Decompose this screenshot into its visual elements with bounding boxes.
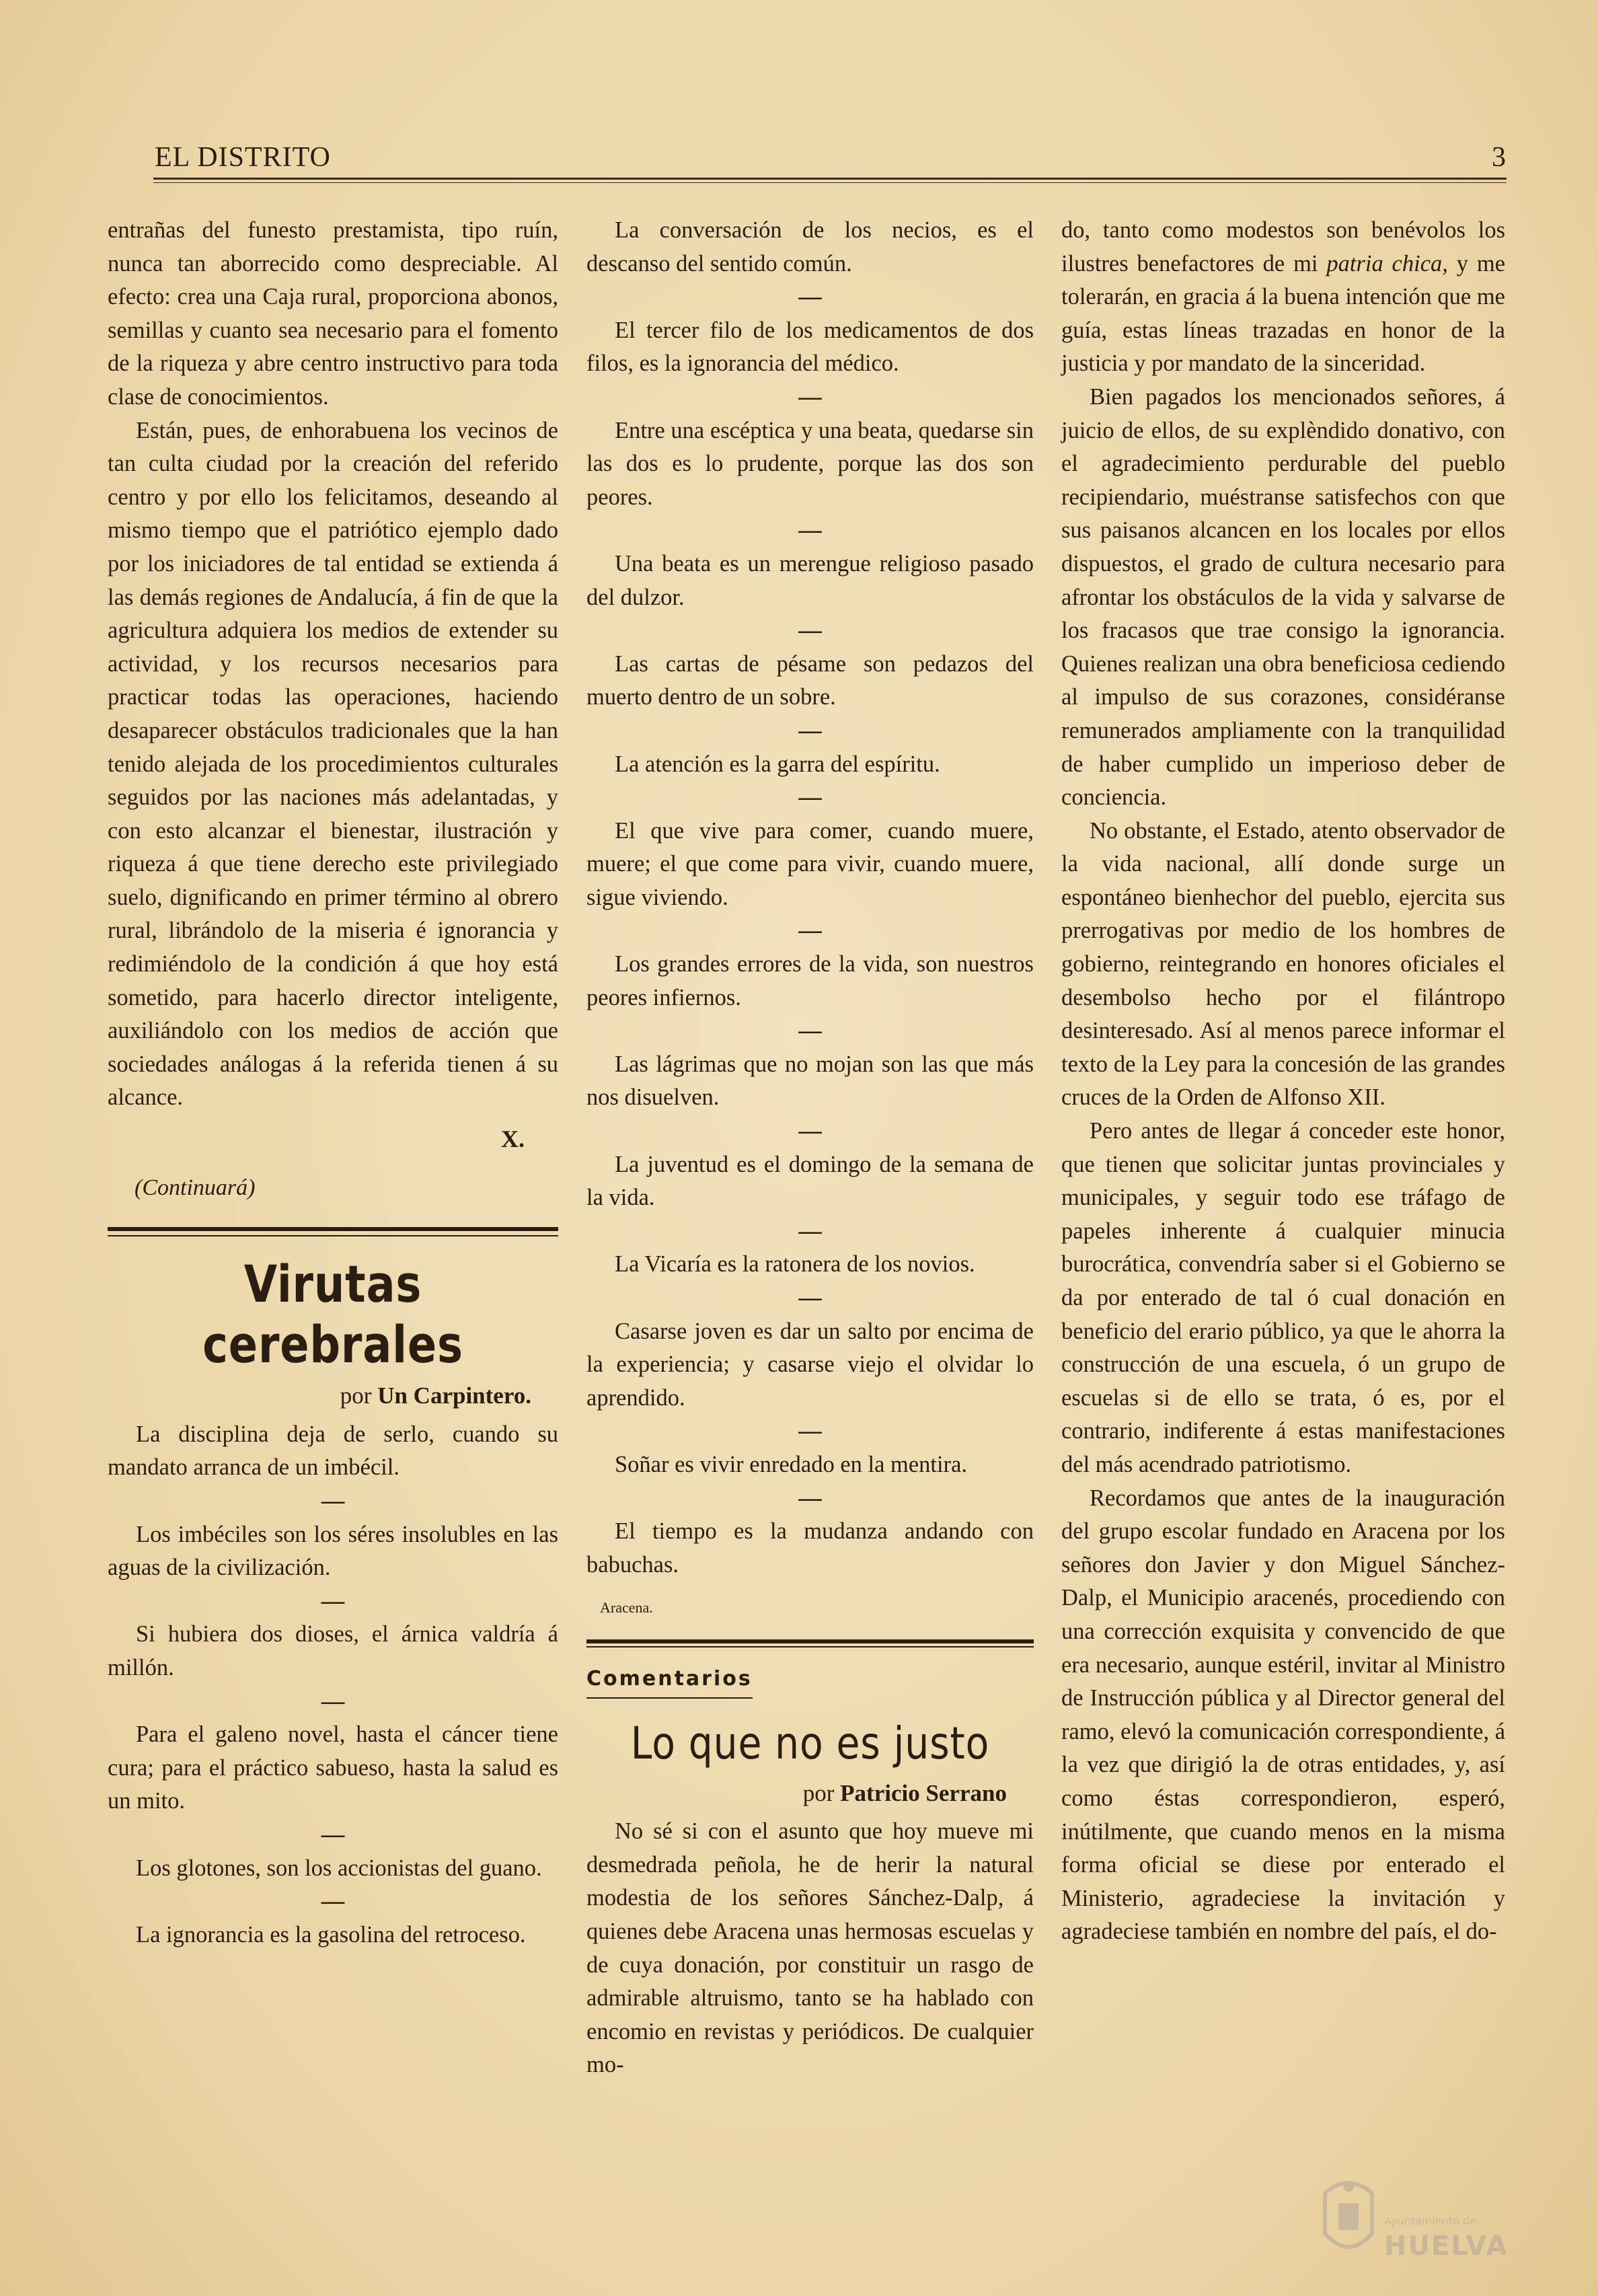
aphorism: El que vive para comer, cuando muere, muere; el que come para vivir, cuando muere, sigue viviendo. [586,817,1034,910]
separator-dash: — [798,517,822,544]
place-name: Aracena. [600,1599,653,1617]
byline-prefix: por [802,1779,835,1806]
aphorism: La Vicaría es la ratonera de los novios. [615,1251,975,1277]
italic-phrase: patria chica, [1326,250,1448,276]
separator-dash: — [798,1018,822,1044]
aphorism: Si hubiera dos dioses, el árnica valdría á millón. [108,1621,558,1680]
byline-author: Patricio Serrano [840,1779,1007,1806]
byline [108,1379,531,1413]
page-header [155,141,1507,176]
aphorism: Los imbéciles son los séres insolubles en las aguas de la civilización. [108,1521,558,1581]
separator-dash: — [321,1488,345,1514]
separator-dash: — [798,618,822,644]
separator-dash: — [798,1218,822,1244]
separator-dash: — [321,1821,345,1847]
aphorism: Una beata es un merengue religioso pasado del dulzor. [586,550,1034,610]
byline [586,1777,1007,1810]
paragraph: Pero antes de llegar á conceder este honor, que tienen que solicitar juntas provinciales y municipales, y seguir todo ese tráfago de papeles inherente á cualquier minucia burocrática, convendría saber si el Gobierno se da por enterado de tal ó cual donación en beneficio del erario público, ya que le ahorra la construcción de una escuela, ó un grupo de escuelas si de ello se trata, ó es, por el contrario, indiferente á estas manifestaciones del más acendrado patriotismo. [1061,1118,1505,1477]
separator-dash: — [798,1285,822,1310]
paragraph: Bien pagados los mencionados señores, á juicio de ellos, de su explèndido donativo, con el agradecimiento perdurable del pueblo recipiendario, muéstranse satisfechos con que sus paisanos alcancen en los locales por ellos dispuestos, el grado de cultura necesario para afrontar los obstáculos de la vida y salvarse de los fracasos que trae consigo la ignorancia. Quienes realizan una obra beneficiosa cediendo al impulso de sus corazones, considéranse remunerados ampliamente con la tranquilidad de haber cumplido un imperioso deber de conciencia. [1061,383,1505,811]
section-divider [586,1639,1034,1647]
aphorism: El tercer filo de los medicamentos de dos filos, es la ignorancia del médico. [586,317,1034,377]
aphorism: Las lágrimas que no mojan son las que más nos disuelven. [586,1051,1034,1111]
article-title: Lo que no es justo [630,1717,990,1769]
section-title: Virutas cerebrales [202,1254,463,1375]
column-1 [108,214,558,1952]
aphorism: El tiempo es la mudanza andando con babuchas. [586,1518,1034,1578]
separator-dash: — [798,918,822,944]
paragraph-text: do, tanto como modestos son benévolos los ilustres benefactores de mi [1061,217,1505,276]
aphorism: La atención es la garra del espíritu. [615,751,940,777]
paragraph: Están, pues, de enhorabuena los vecinos de tan culta ciudad por la creación del referido centro y por ello los felicitamos, deseando al mismo tiempo que el patriótico ejemplo dado por los iniciadores de tal entidad se extienda á las demás regiones de Andalucía, á fin de que la agricultura adquiera los medios de extender su actividad, y los recursos necesarios para practicar todas las operaciones, haciendo desaparecer obstáculos tradicionales que la han tenido alejada de los procedimientos culturales seguidos por las naciones más adelantadas, y con esto alcanzar el bienestar, ilustración y riqueza á que tiene derecho este privilegiado suelo, dignificando en primer término al obrero rural, librándolo de la miseria é ignorancia y redimiéndolo de la condición á que hoy está sometido, para hacerlo director inteligente, auxiliándolo con los medios de acción que sociedades análogas á la referida tienen á su alcance. [108,417,558,1111]
separator-dash: — [798,1118,822,1144]
aphorism: Las cartas de pésame son pedazos del muerto dentro de un sobre. [586,651,1034,710]
aphorism: La conversación de los necios, es el descanso del sentido común. [586,217,1034,276]
separator-dash: — [798,284,822,310]
separator-dash: — [798,1485,822,1511]
archive-watermark [1318,2173,1520,2267]
aphorism: Para el galeno novel, hasta el cáncer tiene cura; para el práctico sabueso, hasta la salud es un mito. [108,1721,558,1814]
separator-dash: — [321,1888,345,1915]
separator-dash: — [798,717,822,743]
aphorism: Los glotones, son los accionistas del guano. [136,1855,542,1881]
paragraph: No sé si con el asunto que hoy mueve mi desmedrada peñola, he de herir la natural modestia de los señores Sánchez-Dalp, á quienes debe Aracena unas hermosas escuelas y de cuya donación, por constituir un rasgo de admirable altruismo, tanto se ha hablado con encomio en revistas y periódicos. De cualquier mo- [586,1818,1034,2078]
page-number: 3 [1492,142,1507,173]
separator-dash: — [798,383,822,410]
publication-name: EL DISTRITO [155,142,331,173]
article-signature: X. [501,1125,525,1153]
continued-note: (Continuará) [135,1175,256,1200]
paragraph [1061,214,1505,381]
section-kicker: Comentarios [586,1662,753,1699]
aphorism: La ignorancia es la gasolina del retroceso. [136,1921,526,1948]
paragraph-text: y me tolerarán, en gracia á la buena intención que me guía, estas líneas trazadas en honor de la justicia y por mandato de la sinceridad. [1061,250,1506,377]
watermark-label: HUELVA [1384,2231,1509,2262]
aphorism: Los grandes errores de la vida, son nuestros peores infiernos. [586,951,1034,1010]
header-rule [153,178,1507,183]
section-divider [108,1227,558,1236]
aphorism: La juventud es el domingo de la semana de la vida. [586,1151,1034,1211]
column-3 [1061,214,1505,1949]
crest-icon [1318,2173,1379,2260]
byline-author: Un Carpintero. [377,1382,531,1409]
aphorism: La disciplina deja de serlo, cuando su mandato arranca de un imbécil. [108,1421,558,1481]
separator-dash: — [321,1588,345,1614]
byline-prefix: por [340,1382,372,1409]
separator-dash: — [798,784,822,811]
watermark-subtitle: Ayuntamiento de [1384,2215,1476,2227]
aphorism: Casarse joven es dar un salto por encima de la experiencia; y casarse viejo el olvidar lo aprendido. [586,1318,1034,1411]
paragraph: entrañas del funesto prestamista, tipo ruín, nunca tan aborrecido como despreciable. Al efecto: crea una Caja rural, proporciona abonos, semillas y cuanto sea necesario para el fomento de la riqueza y abre centro instructivo para toda clase de conocimientos. [108,217,558,410]
separator-dash: — [321,1688,345,1714]
paragraph: No obstante, el Estado, atento observador de la vida nacional, allí donde surge un espontáneo bienhechor del pueblo, ejercita sus prerrogativas por medio de los hombres de gobierno, reintegrando en honores oficiales el desembolso hecho por el filántropo desinteresado. Así al menos parece informar el texto de la Ley para la concesión de las grandes cruces de la Orden de Alfonso XII. [1061,817,1505,1111]
column-2 [586,214,1034,2082]
paragraph: Recordamos que antes de la inauguración del grupo escolar fundado en Aracena por los señores don Javier y don Miguel Sánchez-Dalp, el Municipio aracenés, procediendo con una corrección exquisita y convencido de que era necesario, aunque estéril, invitar al Ministro de Instrucción pública y al Director general del ramo, elevó la comunicación correspondiente, á la vez que dirigió la de otras entidades, y, así como éstas correspondieron, esperó, inútilmente, que cuando menos en la misma forma oficial se diese por enterado el Ministerio, agradeciese la invitación y agradeciese también en nombre del país, el do- [1061,1485,1506,1945]
aphorism: Entre una escéptica y una beata, quedarse sin las dos es lo prudente, porque las dos son peores. [586,417,1034,510]
separator-dash: — [798,1418,822,1444]
aphorism: Soñar es vivir enredado en la mentira. [615,1451,968,1477]
